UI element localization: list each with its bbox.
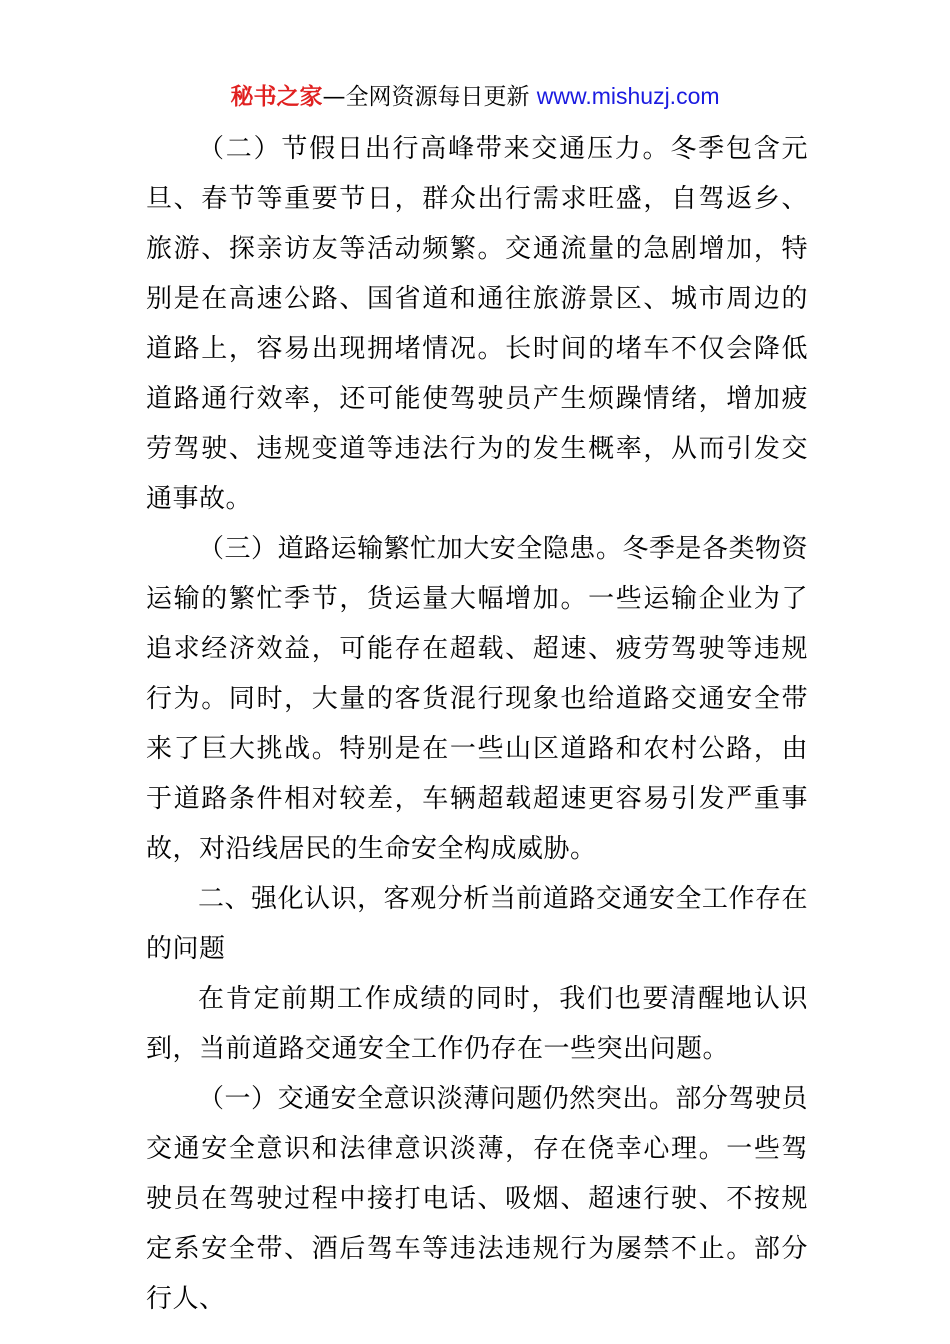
site-url-link[interactable]: www.mishuzj.com bbox=[536, 83, 720, 109]
paragraph-problems-intro: 在肯定前期工作成绩的同时，我们也要清醒地认识到，当前道路交通安全工作仍存在一些突出问题。 bbox=[146, 984, 808, 1064]
site-brand: 秘书之家 bbox=[230, 84, 323, 110]
paragraph-safety-awareness: （一）交通安全意识淡薄问题仍然突出。部分驾驶员交通安全意识和法律意识淡薄，存在侥幸心理。一些驾驶员在驾驶过程中接打电话、吸烟、超速行驶、不按规定系安全带、酒后驾车等违法违规行为屡禁不止。部分行人、 bbox=[146, 1084, 808, 1314]
document-body bbox=[146, 124, 808, 1324]
section-heading-problems: 二、强化认识，客观分析当前道路交通安全工作存在的问题 bbox=[146, 884, 808, 964]
paragraph-freight-risk: （三）道路运输繁忙加大安全隐患。冬季是各类物资运输的繁忙季节，货运量大幅增加。一些运输企业为了追求经济效益，可能存在超载、超速、疲劳驾驶等违规行为。同时，大量的客货混行现象也给道路交通安全带来了巨大挑战。特别是在一些山区道路和农村公路，由于道路条件相对较差，车辆超载超速更容易引发严重事故，对沿线居民的生命安全构成威胁。 bbox=[146, 534, 808, 864]
site-header bbox=[0, 80, 950, 113]
paragraph-holiday-traffic: （二）节假日出行高峰带来交通压力。冬季包含元旦、春节等重要节日，群众出行需求旺盛，自驾返乡、旅游、探亲访友等活动频繁。交通流量的急剧增加，特别是在高速公路、国省道和通往旅游景区、城市周边的道路上，容易出现拥堵情况。长时间的堵车不仅会降低道路通行效率，还可能使驾驶员产生烦躁情绪，增加疲劳驾驶、违规变道等违法行为的发生概率，从而引发交通事故。 bbox=[146, 134, 808, 514]
site-tagline: —全网资源每日更新 bbox=[322, 84, 530, 110]
